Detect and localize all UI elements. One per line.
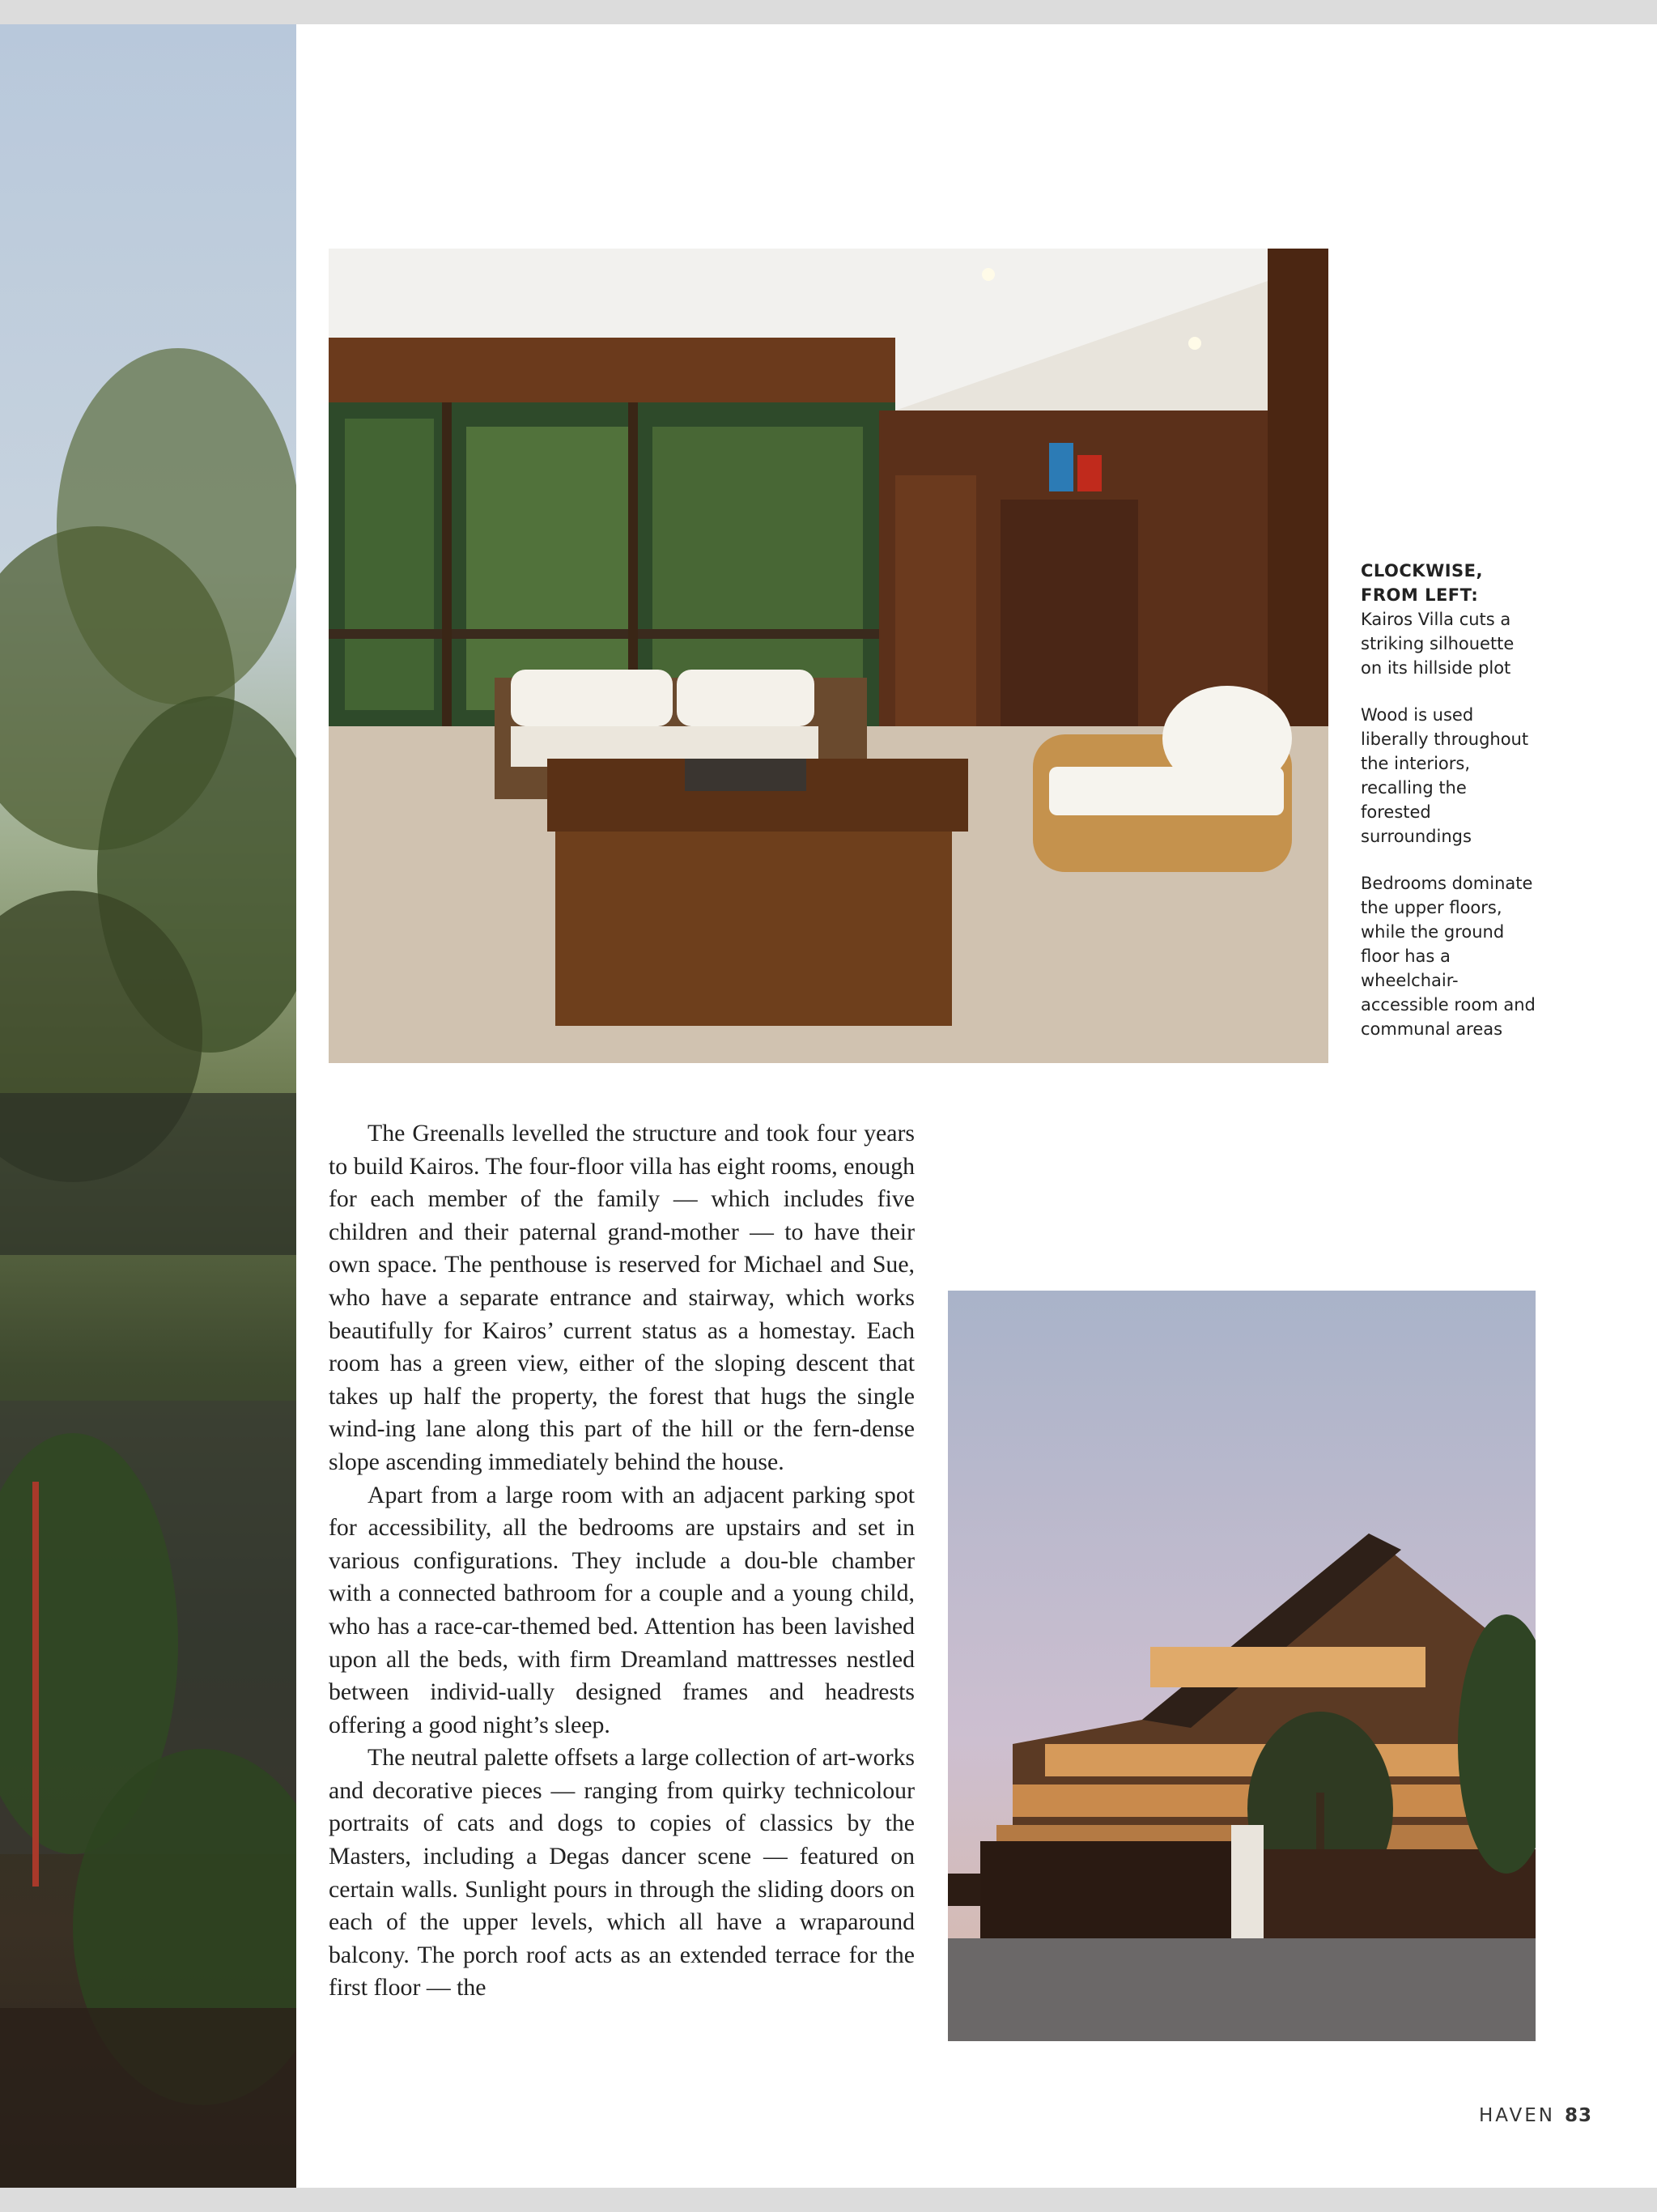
page-number: 83 — [1564, 2105, 1592, 2126]
living-room-image — [329, 249, 1328, 1063]
caption-heading: CLOCKWISE, FROM LEFT: — [1361, 561, 1484, 605]
magazine-name: HAVEN — [1478, 2105, 1555, 2126]
magazine-page — [0, 24, 1657, 2188]
page-folio — [1479, 2105, 1592, 2126]
article-paragraph: The neutral palette offsets a large collection of art-works and decorative pieces — ranging from quirky technicolour portraits of cats and dogs to copies of classics by the Masters, including a Degas dancer scene — featured on certain walls. Sunlight pours in through the sliding doors on each of the upper levels, which all have a wraparound balcony. The porch roof acts as an extended terrace for the first floor — the — [329, 1744, 915, 2001]
caption-item: Wood is used liberally throughout the interiors, recalling the forested surroundings — [1361, 705, 1529, 846]
article-paragraph: The Greenalls levelled the structure and took four years to build Kairos. The four-floor villa has eight rooms, enough for each member of the family — which includes five children and their paternal grand-mother — to have their own space. The penthouse is reserved for Michael and Sue, who have a separate entrance and stairway, which works beautifully for Kairos’ current status as a homestay. Each room has a green view, either of the sloping descent that takes up half the property, the forest that hugs the single wind-ing lane along this part of the hill or the fern-dense slope ascending immediately behind the house. — [329, 1120, 915, 1475]
photo-caption — [1361, 559, 1539, 1064]
caption-item: Bedrooms dominate the upper floors, while the ground floor has a wheelchair-accessible room and communal areas — [1361, 874, 1536, 1039]
villa-exterior-image — [948, 1291, 1536, 2041]
caption-item: Kairos Villa cuts a striking silhouette on its hillside plot — [1361, 610, 1515, 678]
article-paragraph: Apart from a large room with an adjacent parking spot for accessibility, all the bedrooms are upstairs and set in various configurations. They include a dou-ble chamber with a connected bathroom for a couple and a young child, who has a race-car-themed bed. Attention has been lavished upon all the beds, with firm Dreamland mattresses nestled between individ-ually designed frames and headrests offering a good night’s sleep. — [329, 1481, 915, 1738]
villa-exterior-photo — [948, 1291, 1536, 2041]
left-tree-photo — [0, 24, 296, 2188]
tree-foliage-image — [0, 24, 296, 2188]
article-body — [329, 1117, 915, 2005]
living-room-photo — [329, 249, 1328, 1063]
